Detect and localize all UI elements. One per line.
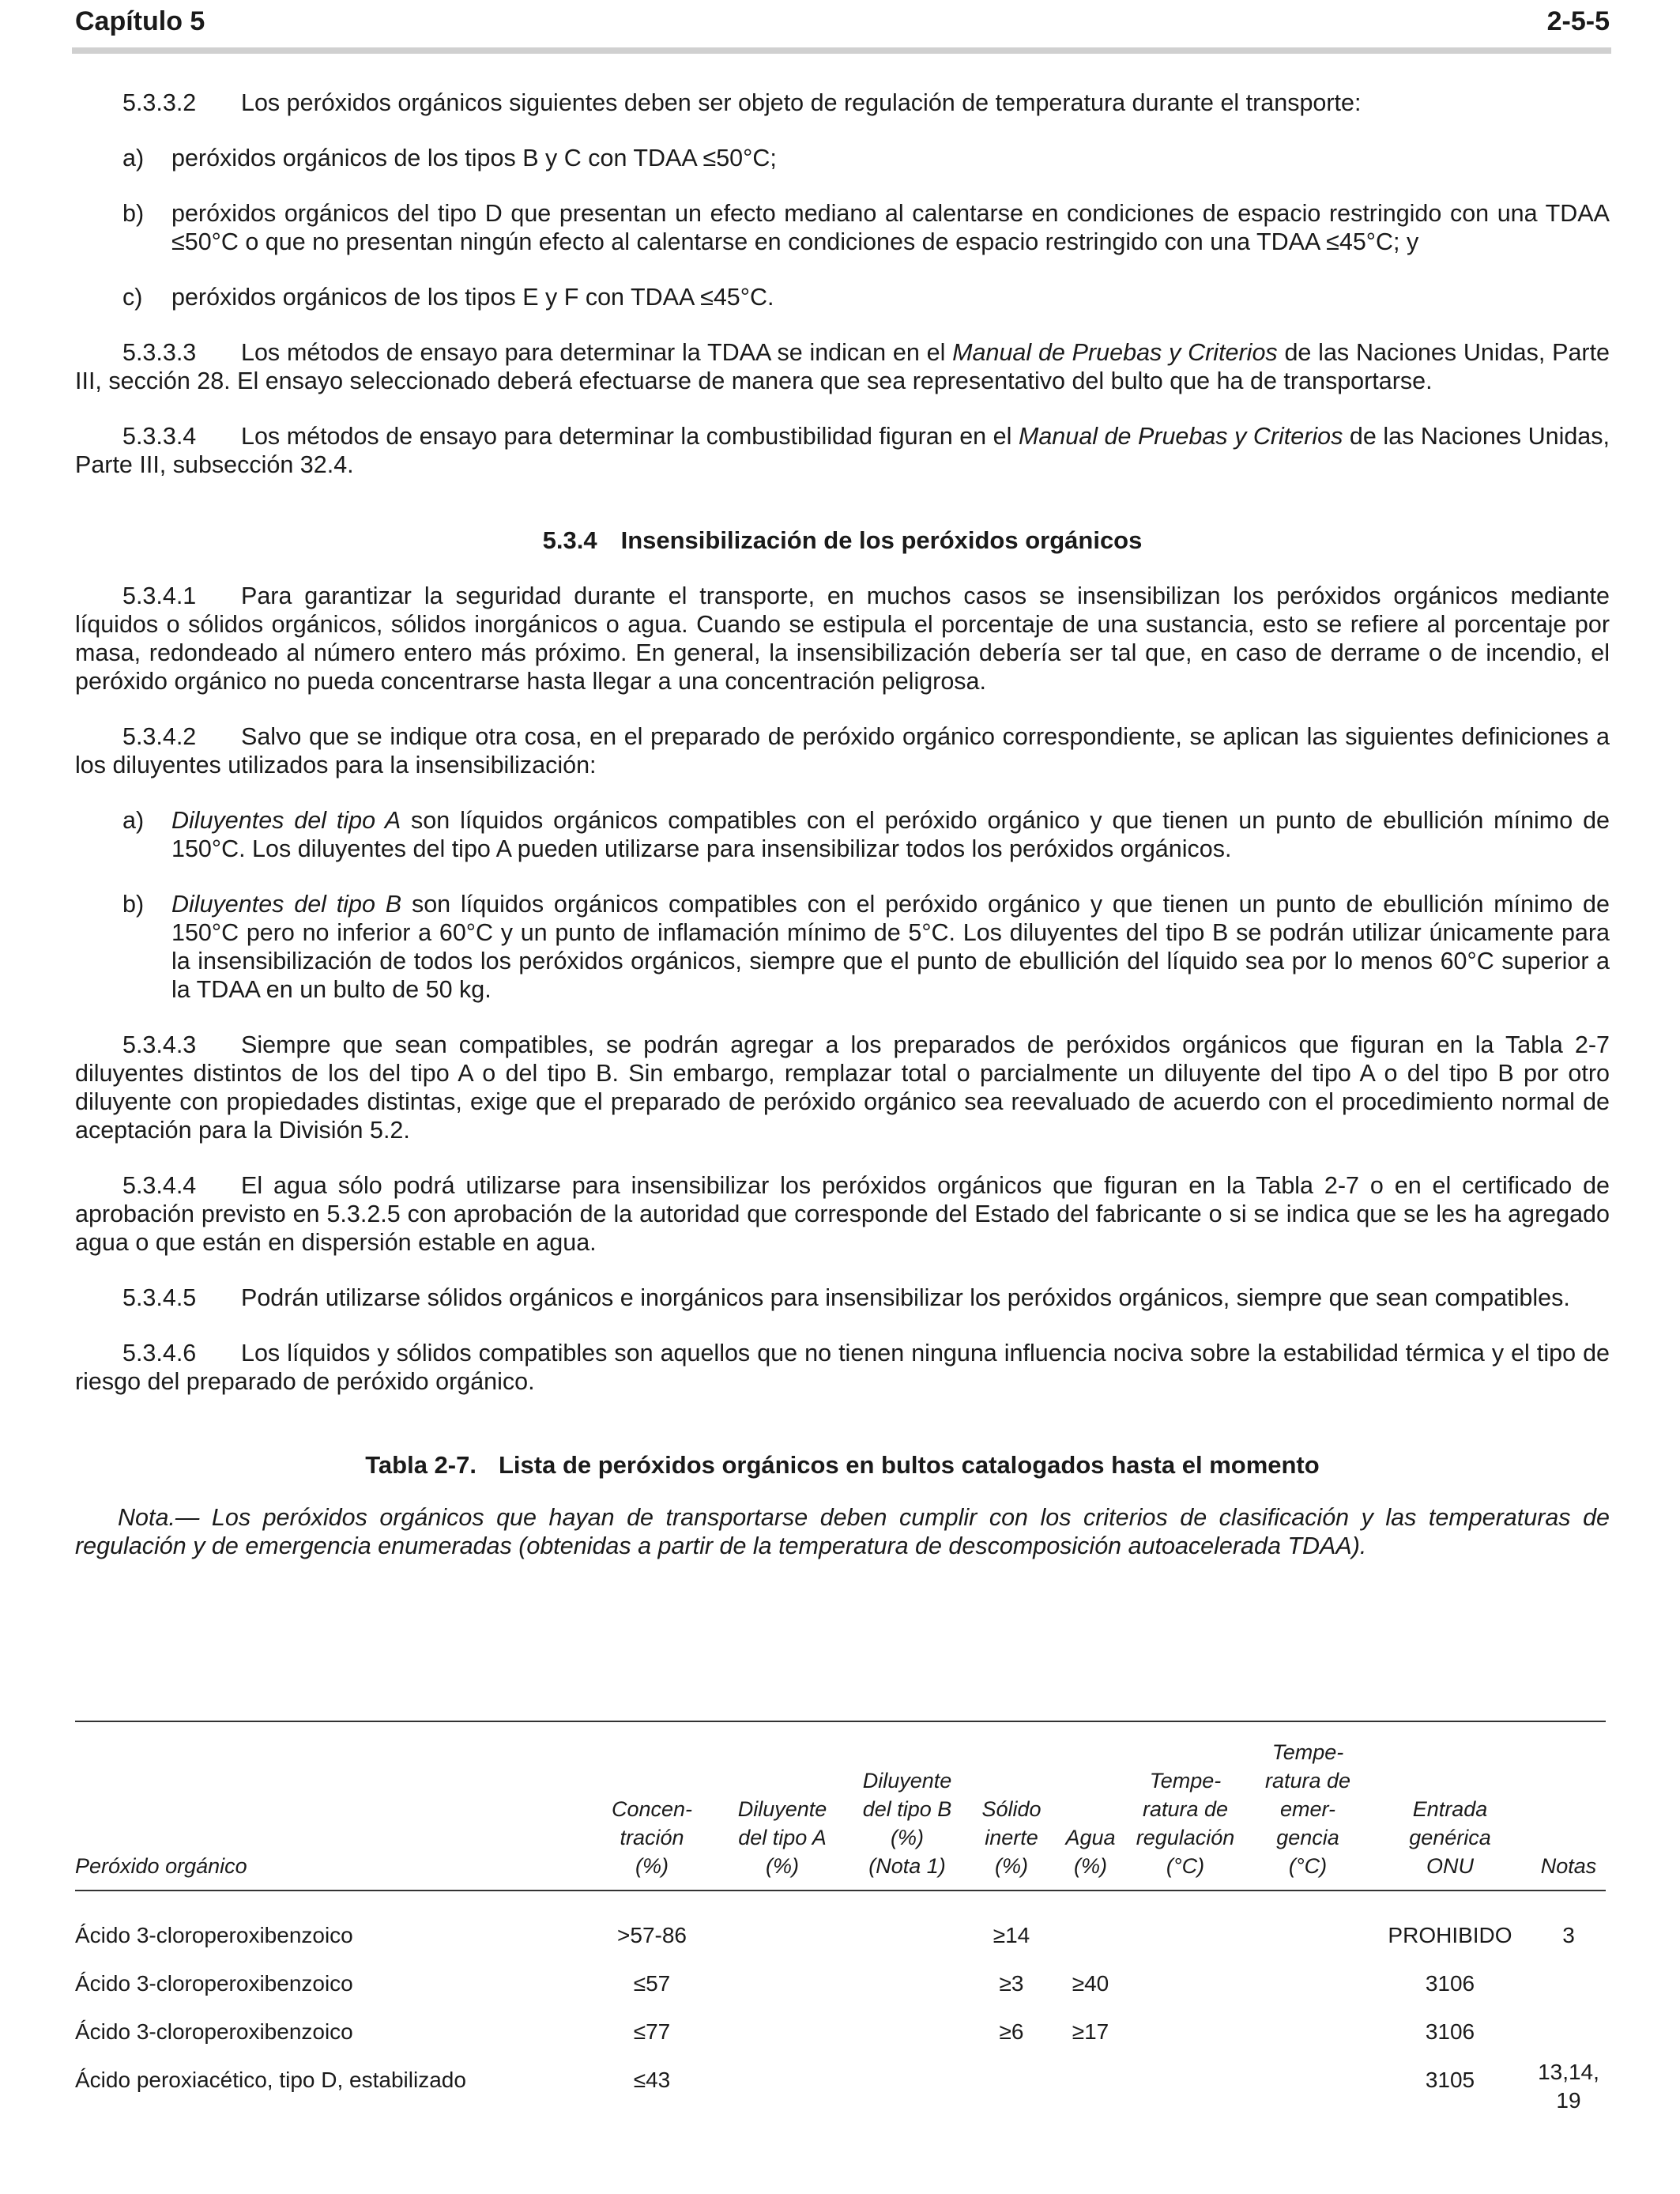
table-row <box>75 1999 1606 2047</box>
table-row <box>75 1902 1606 1951</box>
list1-item-b: b) peróxidos orgánicos del tipo D que presentan un efecto mediano al calentarse en condiciones de espacio restringido con una TDAA ≤50°C o que no presentan ningún efecto al calentarse en condiciones de espacio restringido con una TDAA ≤45°C; y <box>122 200 1610 255</box>
document-body <box>75 89 1610 1590</box>
table-row <box>75 1951 1606 1999</box>
table-title: Tabla 2-7. Lista de peróxidos orgánicos en bultos catalogados hasta el momento <box>365 1451 1320 1479</box>
col-header-un-entry: Entrada genérica ONU <box>1409 1797 1491 1878</box>
cell-un-entry: 3106 <box>1425 1971 1475 1996</box>
cell-peroxide: Ácido 3-cloroperoxibenzoico <box>75 1923 353 1947</box>
paragraph-5-3-4-3: 5.3.4.3 Siempre que sean compatibles, se podrán agregar a los preparados de peróxidos orgánicos que figuran en la Tabla 2-7 diluyentes distintos de los del tipo A o del tipo B. Sin embargo, remplazar total o parcialmente un diluyente del tipo A o del tipo B por otro diluyente con propiedades distintas, exige que el preparado de peróxido orgánico sea reevaluado de acuerdo con el procedimiento normal de aceptación para la División 5.2. <box>75 1031 1610 1144</box>
paragraph-5-3-3-2: 5.3.3.2 Los peróxidos orgánicos siguientes deben ser objeto de regulación de temperatura durante el transporte: <box>122 89 1362 116</box>
section-heading: 5.3.4 Insensibilización de los peróxidos orgánicos <box>542 526 1143 554</box>
col-header-concentration: Concen- tración (%) <box>611 1797 693 1878</box>
page-header <box>75 0 1610 49</box>
list2-item-a: a) Diluyentes del tipo A son líquidos orgánicos compatibles con el peróxido orgánico y que tienen un punto de ebullición mínimo de 150°C. Los diluyentes del tipo A pueden utilizarse para insensibilizar todos los peróxidos orgánicos. <box>122 807 1610 862</box>
header-rule <box>72 47 1611 54</box>
cell-notes: 3 <box>1562 1923 1575 1947</box>
col-header-diluent-b: Diluyente del tipo B (%) (Nota 1) <box>862 1769 952 1878</box>
cell-concentration: ≤57 <box>633 1971 671 1996</box>
cell-inert-solid: ≥3 <box>999 1971 1024 1996</box>
list1-item-c: c) peróxidos orgánicos de los tipos E y F con TDAA ≤45°C. <box>122 284 774 311</box>
peroxide-table <box>75 1721 1606 2113</box>
list2-item-b: b) Diluyentes del tipo B son líquidos orgánicos compatibles con el peróxido orgánico y que tienen un punto de ebullición mínimo de 150°C pero no inferior a 60°C y un punto de inflamación mínimo de 5°C. Los diluyentes del tipo B se podrán utilizar únicamente para la insensibilización de todos los peróxidos orgánicos, siempre que el punto de ebullición del líquido sea por lo menos 60°C superior a la TDAA en un bulto de 50 kg. <box>122 891 1610 1003</box>
cell-concentration: ≤77 <box>633 2019 671 2044</box>
chapter-label: Capítulo 5 <box>75 6 205 36</box>
col-header-diluent-a: Diluyente del tipo A (%) <box>737 1797 827 1878</box>
cell-inert-solid: ≥6 <box>999 2019 1024 2044</box>
cell-un-entry: 3106 <box>1425 2019 1475 2044</box>
paragraph-5-3-4-6: 5.3.4.6 Los líquidos y sólidos compatibles son aquellos que no tienen ninguna influencia nociva sobre la estabilidad térmica y el tipo de riesgo del preparado de peróxido orgánico. <box>75 1340 1610 1395</box>
list1-item-a: a) peróxidos orgánicos de los tipos B y C con TDAA ≤50°C; <box>122 145 777 172</box>
col-header-peroxide: Peróxido orgánico <box>75 1854 247 1878</box>
paragraph-5-3-4-2: 5.3.4.2 Salvo que se indique otra cosa, en el preparado de peróxido orgánico correspondiente, se aplican las siguientes definiciones a los diluyentes utilizados para la insensibilización: <box>75 723 1610 778</box>
cell-concentration: ≤43 <box>633 2068 671 2092</box>
col-header-notes: Notas <box>1540 1854 1597 1878</box>
col-header-water: Agua (%) <box>1065 1826 1116 1878</box>
col-header-emergency-temp: Tempe- ratura de emer- gencia (°C) <box>1264 1740 1351 1878</box>
cell-concentration: >57-86 <box>617 1923 687 1947</box>
paragraph-5-3-4-4: 5.3.4.4 El agua sólo podrá utilizarse para insensibilizar los peróxidos orgánicos que figuran en la Tabla 2-7 o en el certificado de aprobación previsto en 5.3.2.5 con aprobación de la autoridad que corresponde del Estado del fabricante o si se indica que se les ha agregado agua o que están en dispersión estable en agua. <box>75 1172 1610 1256</box>
cell-water: ≥17 <box>1072 2019 1109 2044</box>
cell-un-entry: PROHIBIDO <box>1388 1923 1512 1947</box>
table-header <box>75 1722 1606 1890</box>
cell-notes: 13,14, 19 <box>1538 2060 1599 2113</box>
cell-water: ≥40 <box>1072 1971 1109 1996</box>
cell-peroxide: Ácido peroxiacético, tipo D, estabilizado <box>75 2068 466 2092</box>
paragraph-5-3-3-4: 5.3.3.4 Los métodos de ensayo para determinar la combustibilidad figuran en el Manual de Pruebas y Criterios de las Naciones Unidas, Parte III, subsección 32.4. <box>75 423 1610 478</box>
paragraph-5-3-3-3: 5.3.3.3 Los métodos de ensayo para determinar la TDAA se indican en el Manual de Pruebas y Criterios de las Naciones Unidas, Parte III, sección 28. El ensayo seleccionado deberá efectuarse de manera que sea representativo del bulto que ha de transportarse. <box>75 339 1610 394</box>
col-header-inert-solid: Sólido inerte (%) <box>981 1797 1042 1878</box>
table-row <box>75 2047 1606 2113</box>
cell-inert-solid: ≥14 <box>993 1923 1030 1947</box>
cell-peroxide: Ácido 3-cloroperoxibenzoico <box>75 2019 353 2044</box>
paragraph-5-3-4-1: 5.3.4.1 Para garantizar la seguridad durante el transporte, en muchos casos se insensibilizan los peróxidos orgánicos mediante líquidos o sólidos orgánicos, sólidos inorgánicos o agua. Cuando se estipula el porcentaje de una sustancia, esto se refiere al porcentaje por masa, redondeado al número entero más próximo. En general, la insensibilización debería ser tal que, en caso de derrame o de incendio, el peróxido orgánico no pueda concentrarse hasta llegar a una concentración peligrosa. <box>75 582 1610 695</box>
paragraph-5-3-4-5: 5.3.4.5 Podrán utilizarse sólidos orgánicos e inorgánicos para insensibilizar los peróxidos orgánicos, siempre que sean compatibles. <box>122 1284 1570 1311</box>
col-header-control-temp: Tempe- ratura de regulación (°C) <box>1136 1769 1235 1878</box>
table-note: Nota.— Los peróxidos orgánicos que hayan de transportarse deben cumplir con los criterios de clasificación y las temperaturas de regulación y de emergencia enumeradas (obtenidas a partir de la temperatura de descomposición autoacelerada TDAA). <box>75 1504 1610 1559</box>
cell-peroxide: Ácido 3-cloroperoxibenzoico <box>75 1971 353 1996</box>
page-number: 2-5-5 <box>1546 6 1610 36</box>
cell-un-entry: 3105 <box>1425 2068 1475 2092</box>
